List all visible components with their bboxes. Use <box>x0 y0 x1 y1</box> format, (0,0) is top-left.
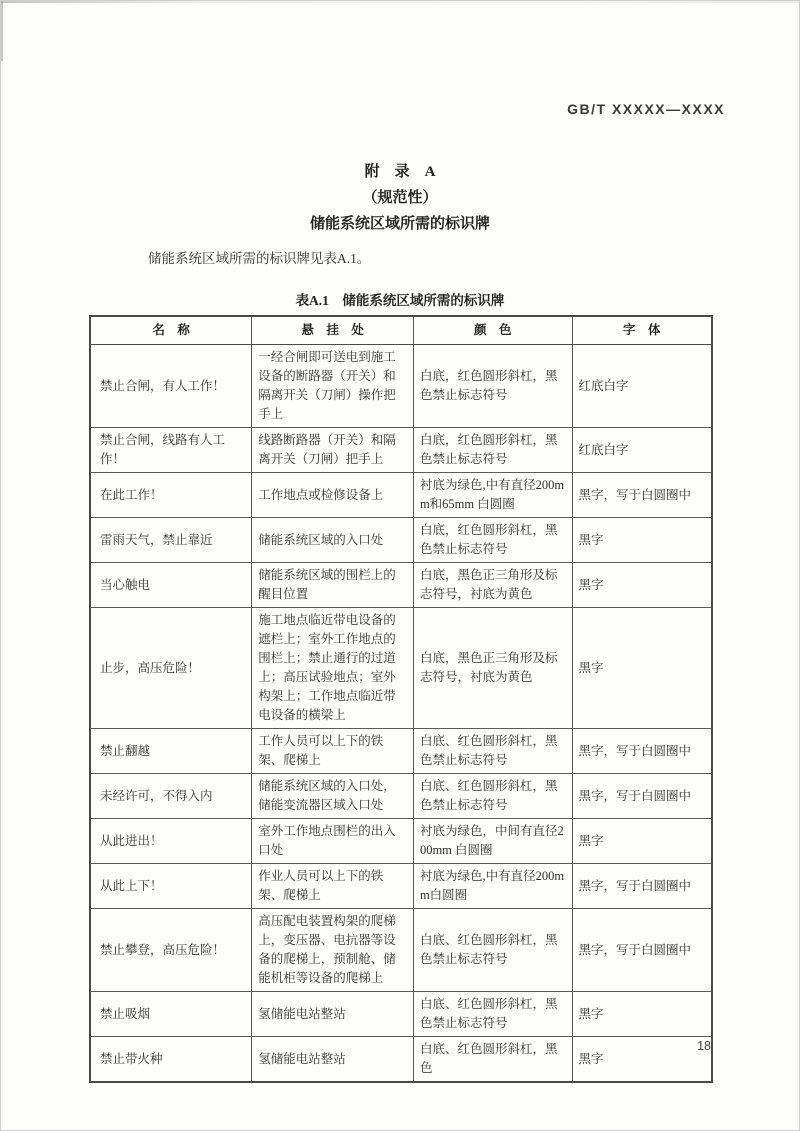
appendix-normative-label: （规范性） <box>362 190 438 206</box>
signs-table <box>89 315 713 1083</box>
table-cell: 作业人员可以上下的铁架、爬梯上 <box>252 864 414 909</box>
table-row <box>90 774 712 819</box>
table-cell: 衬底为绿色,中有直径200mm白圆圈 <box>413 864 572 909</box>
table-cell: 在此工作！ <box>90 473 252 518</box>
table-cell: 施工地点临近带电设备的遮栏上；室外工作地点的围栏上；禁止通行的过道上；高压试验地点；室外构架上；工作地点临近带电设备的横梁上 <box>252 608 414 729</box>
table-cell: 储能系统区域的入口处 <box>252 518 414 563</box>
table-cell: 白底、红色圆形斜杠，黑色禁止标志符号 <box>413 774 572 819</box>
table-cell: 白底、红色圆形斜杠，黑色禁止标志符号 <box>413 729 572 774</box>
appendix-title-block <box>1 159 799 237</box>
table-cell: 线路断路器（开关）和隔离开关（刀闸）把手上 <box>252 428 414 473</box>
table-row <box>90 909 712 992</box>
table-cell: 一经合闸即可送电到施工设备的断路器（开关）和隔离开关（刀闸）操作把手上 <box>252 345 414 428</box>
table-cell: 白底，黑色正三角形及标志符号，衬底为黄色 <box>413 563 572 608</box>
table-cell: 黑字 <box>572 1037 712 1083</box>
table-row <box>90 819 712 864</box>
table-cell: 未经许可，不得入内 <box>90 774 252 819</box>
intro-paragraph: 储能系统区域所需的标识牌见表A.1。 <box>148 251 371 266</box>
appendix-title: 附 录 A <box>364 164 436 180</box>
table-row <box>90 428 712 473</box>
table-cell: 高压配电装置构架的爬梯上，变压器、电抗器等设备的爬梯上，预制舱、储能机柜等设备的爬梯上 <box>252 909 414 992</box>
table-cell: 黑字 <box>572 563 712 608</box>
table-cell: 工作人员可以上下的铁架、爬梯上 <box>252 729 414 774</box>
table-cell: 雷雨天气，禁止靠近 <box>90 518 252 563</box>
table-row <box>90 992 712 1037</box>
table-cell: 禁止合闸，有人工作！ <box>90 345 252 428</box>
table-header-row <box>90 316 712 345</box>
table-cell: 白底、红色圆形斜杠，黑色 <box>413 1037 572 1083</box>
table-cell: 白底，黑色正三角形及标志符号，衬底为黄色 <box>413 608 572 729</box>
table-cell: 工作地点或检修设备上 <box>252 473 414 518</box>
table-cell: 从此上下！ <box>90 864 252 909</box>
table-cell: 黑字 <box>572 992 712 1037</box>
table-cell: 红底白字 <box>572 428 712 473</box>
table-row <box>90 473 712 518</box>
table-cell: 白底、红色圆形斜杠，黑色禁止标志符号 <box>413 992 572 1037</box>
table-cell: 禁止合闸，线路有人工作！ <box>90 428 252 473</box>
table-cell: 黑字 <box>572 608 712 729</box>
table-cell: 白底，红色圆形斜杠，黑色禁止标志符号 <box>413 428 572 473</box>
table-cell: 禁止攀登，高压危险！ <box>90 909 252 992</box>
column-header: 名 称 <box>90 316 252 345</box>
table-cell: 黑字，写于白圆圈中 <box>572 864 712 909</box>
table-cell: 黑字，写于白圆圈中 <box>572 729 712 774</box>
table-cell: 氢储能电站整站 <box>252 992 414 1037</box>
table-cell: 红底白字 <box>572 345 712 428</box>
table-cell: 止步，高压危险！ <box>90 608 252 729</box>
table-cell: 衬底为绿色，中间有直径200mm 白圆圈 <box>413 819 572 864</box>
table-cell: 黑字，写于白圆圈中 <box>572 909 712 992</box>
appendix-subject: 储能系统区域所需的标识牌 <box>309 216 490 232</box>
table-cell: 黑字 <box>572 518 712 563</box>
table-cell: 白底，红色圆形斜杠，黑色禁止标志符号 <box>413 345 572 428</box>
standard-number: GB/T XXXXX—XXXX <box>567 101 725 117</box>
table-row <box>90 563 712 608</box>
table-row <box>90 864 712 909</box>
table-row <box>90 608 712 729</box>
table-cell: 储能系统区域的入口处，储能变流器区域入口处 <box>252 774 414 819</box>
column-header: 颜 色 <box>413 316 572 345</box>
table-cell: 室外工作地点围栏的出入口处 <box>252 819 414 864</box>
table-cell: 白底，红色圆形斜杠，黑色禁止标志符号 <box>413 518 572 563</box>
page-number: 18 <box>697 1039 711 1053</box>
table-cell: 从此进出！ <box>90 819 252 864</box>
table-cell: 当心触电 <box>90 563 252 608</box>
scan-edge-artifact <box>1 1 799 3</box>
table-cell: 黑字，写于白圆圈中 <box>572 774 712 819</box>
table-cell: 禁止吸烟 <box>90 992 252 1037</box>
table-cell: 禁止翻越 <box>90 729 252 774</box>
table-row <box>90 518 712 563</box>
table-cell: 禁止带火种 <box>90 1037 252 1083</box>
column-header: 字 体 <box>572 316 712 345</box>
table-row <box>90 1037 712 1083</box>
table-cell: 黑字 <box>572 819 712 864</box>
column-header: 悬 挂 处 <box>252 316 414 345</box>
table-cell: 储能系统区域的围栏上的醒目位置 <box>252 563 414 608</box>
scan-edge-artifact <box>1 1 3 61</box>
table-cell: 黑字，写于白圆圈中 <box>572 473 712 518</box>
table-cell: 白底、红色圆形斜杠，黑色禁止标志符号 <box>413 909 572 992</box>
table-row <box>90 345 712 428</box>
table-cell: 衬底为绿色,中有直径200mm和65mm 白圆圈 <box>413 473 572 518</box>
table-row <box>90 729 712 774</box>
table-caption: 表A.1 储能系统区域所需的标识牌 <box>295 293 505 308</box>
table-cell: 氢储能电站整站 <box>252 1037 414 1083</box>
